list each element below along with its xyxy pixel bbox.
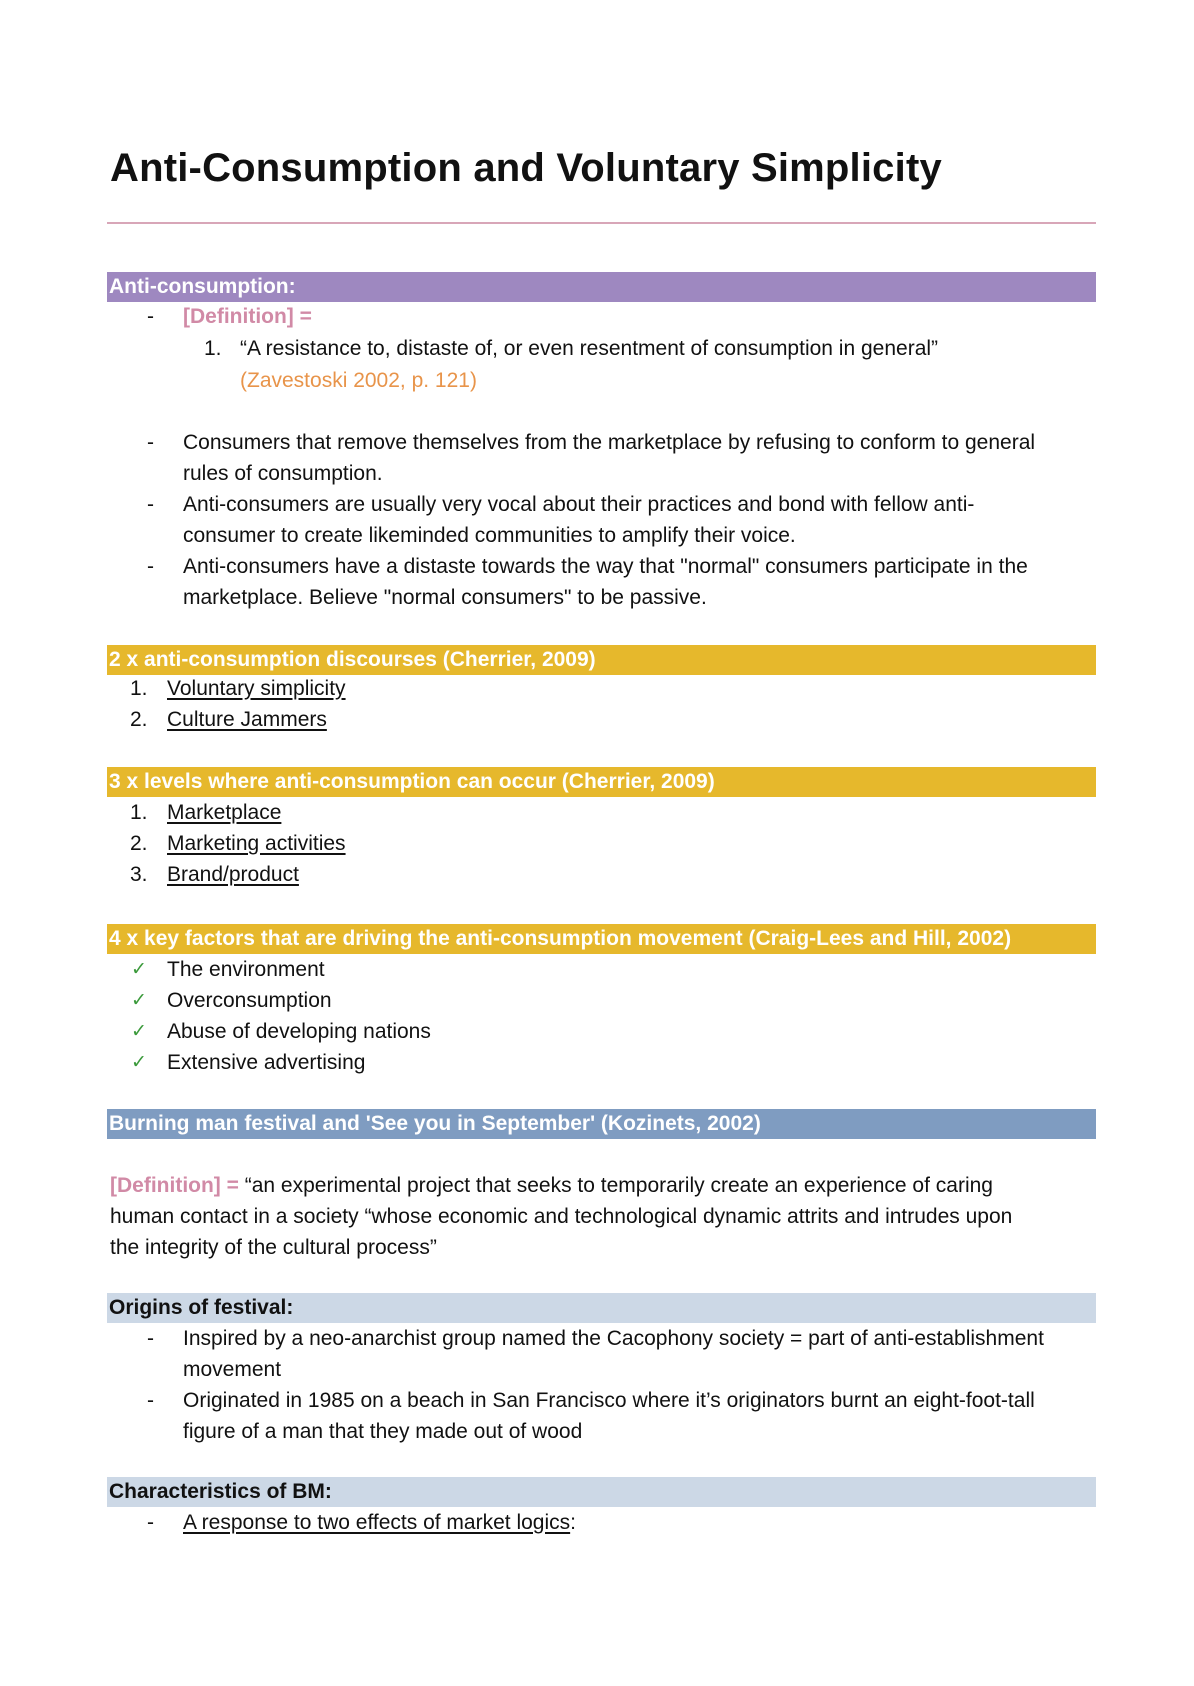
definition-label: [Definition] = bbox=[183, 305, 312, 328]
discourses-header: 2 x anti-consumption discourses (Cherrier, 2009) bbox=[107, 645, 1096, 675]
list-item: Consumers that remove themselves from the marketplace by refusing to conform to general bbox=[183, 431, 1036, 454]
bullet-dash: - bbox=[147, 1389, 154, 1412]
level-link-marketplace[interactable]: Marketplace bbox=[167, 801, 282, 824]
list-item bbox=[183, 1508, 576, 1538]
anti-consumption-header: Anti-consumption: bbox=[107, 272, 1096, 302]
list-item: Abuse of developing nations bbox=[167, 1020, 431, 1043]
discourse-link-culture-jammers[interactable]: Culture Jammers bbox=[167, 708, 327, 731]
list-item-continuation: movement bbox=[183, 1358, 282, 1381]
list-item: Overconsumption bbox=[167, 989, 332, 1012]
level-link-brand-product[interactable]: Brand/product bbox=[167, 863, 299, 886]
list-item-continuation: marketplace. Believe "normal consumers" to be passive. bbox=[183, 586, 707, 609]
levels-header: 3 x levels where anti-consumption can occur (Cherrier, 2009) bbox=[107, 767, 1096, 797]
definition-label: [Definition] = bbox=[110, 1174, 239, 1197]
discourse-link-voluntary-simplicity[interactable]: Voluntary simplicity bbox=[167, 677, 346, 700]
bullet-dash: - bbox=[147, 555, 154, 578]
check-icon: ✓ bbox=[131, 959, 147, 980]
list-number: 3. bbox=[130, 863, 148, 886]
check-icon: ✓ bbox=[131, 1021, 147, 1042]
definition-number: 1. bbox=[204, 337, 222, 360]
bullet-dash: - bbox=[147, 493, 154, 516]
list-number: 2. bbox=[130, 832, 148, 855]
market-logics-link[interactable]: A response to two effects of market logics bbox=[183, 1511, 571, 1534]
factors-header: 4 x key factors that are driving the anti-consumption movement (Craig-Lees and Hill, 2002) bbox=[107, 924, 1096, 954]
origins-header: Origins of festival: bbox=[107, 1293, 1096, 1323]
definition-text-continuation: human contact in a society “whose economic and technological dynamic attrits and intrudes upon bbox=[110, 1205, 1013, 1228]
title-divider bbox=[107, 222, 1096, 224]
page-title: Anti-Consumption and Voluntary Simplicity bbox=[110, 146, 942, 190]
definition-dash: - bbox=[147, 305, 154, 328]
list-item: The environment bbox=[167, 958, 325, 981]
characteristics-header: Characteristics of BM: bbox=[107, 1477, 1096, 1507]
definition-text: “an experimental project that seeks to temporarily create an experience of caring bbox=[244, 1174, 993, 1197]
list-item-continuation: figure of a man that they made out of wood bbox=[183, 1420, 583, 1443]
list-number: 1. bbox=[130, 677, 148, 700]
list-item: Inspired by a neo-anarchist group named the Cacophony society = part of anti-establishment bbox=[183, 1327, 1044, 1350]
bullet-dash: - bbox=[147, 1327, 154, 1350]
list-item-continuation: rules of consumption. bbox=[183, 462, 383, 485]
definition-citation: (Zavestoski 2002, p. 121) bbox=[240, 369, 477, 392]
burning-man-header: Burning man festival and 'See you in September' (Kozinets, 2002) bbox=[107, 1109, 1096, 1139]
list-item: Originated in 1985 on a beach in San Francisco where it’s originators burnt an eight-foot-tall bbox=[183, 1389, 1035, 1412]
list-number: 2. bbox=[130, 708, 148, 731]
burning-man-definition-line bbox=[110, 1171, 993, 1201]
list-item: Anti-consumers are usually very vocal about their practices and bond with fellow anti- bbox=[183, 493, 975, 516]
definition-quote: “A resistance to, distaste of, or even resentment of consumption in general” bbox=[240, 337, 939, 360]
list-item: Anti-consumers have a distaste towards the way that "normal" consumers participate in the bbox=[183, 555, 1028, 578]
bullet-dash: - bbox=[147, 431, 154, 454]
list-number: 1. bbox=[130, 801, 148, 824]
level-link-marketing-activities[interactable]: Marketing activities bbox=[167, 832, 346, 855]
definition-text-continuation: the integrity of the cultural process” bbox=[110, 1236, 437, 1259]
list-item: Extensive advertising bbox=[167, 1051, 366, 1074]
list-item-continuation: consumer to create likeminded communities to amplify their voice. bbox=[183, 524, 796, 547]
bullet-dash: - bbox=[147, 1511, 154, 1534]
list-item-suffix: : bbox=[570, 1511, 576, 1534]
check-icon: ✓ bbox=[131, 1052, 147, 1073]
check-icon: ✓ bbox=[131, 990, 147, 1011]
